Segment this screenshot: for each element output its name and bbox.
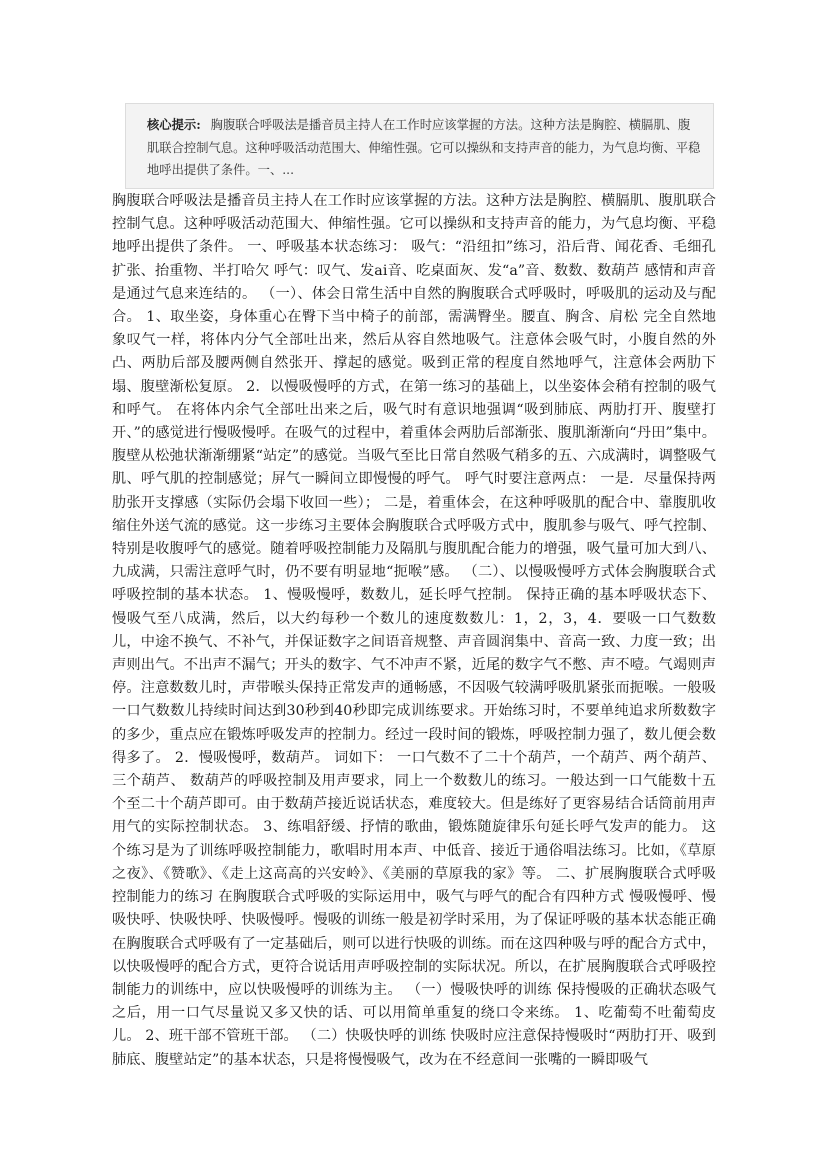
summary-text: 胸腹联合呼吸法是播音员主持人在工作时应该掌握的方法。这种方法是胸腔、横膈肌、腹肌联合控制气息。这种呼吸活动范围大、伸缩性强。它可以操纵和支持声音的能力，为气息均衡、平稳地呼出提供了条件。一、... [147,118,701,177]
article-body: 胸腹联合呼吸法是播音员主持人在工作时应该掌握的方法。这种方法是胸腔、横膈肌、腹肌联合控制气息。这种呼吸活动范围大、伸缩性强。它可以操纵和支持声音的能力，为气息均衡、平稳地呼出提供了条件。 一、呼吸基本状态练习： 吸气：“沿纽扣”练习，沿后背、闻花香、毛细孔扩张、抬重物、半打哈欠 呼气：叹气、发ai音、吃桌面灰、发“a”音、数数、数葫芦 感情和声音是通过气息来连结的。 （一）、体会日常生活中自然的胸腹联合式呼吸时，呼吸肌的运动及与配合。 1、取坐姿，身体重心在臀下当中椅子的前部，需满臀坐。腰直、胸含、肩松 完全自然地象叹气一样，将体内分气全部吐出来，然后从容自然地吸气。注意体会吸气时，小腹自然的外凸、两肋后部及腰两侧自然张开、撑起的感觉。吸到正常的程度自然地呼气，注意体会两肋下塌、腹壁渐松复原。 2．以慢吸慢呼的方式，在第一练习的基础上，以坐姿体会稍有控制的吸气和呼气。 在将体内余气全部吐出来之后，吸气时有意识地强调“吸到肺底、两肋打开、腹壁打开、”的感觉进行慢吸慢呼。在吸气的过程中，着重体会两肋后部渐张、腹肌渐渐向“丹田”集中。腹壁从松弛状渐渐绷紧“站定”的感觉。当吸气至比日常自然吸气稍多的五、六成满时，调整吸气肌、呼气肌的控制感觉；屏气一瞬间立即慢慢的呼气。 呼气时要注意两点： 一是．尽量保持两肋张开支撑感（实际仍会塌下收回一些）； 二是，着重体会，在这种呼吸肌的配合中、靠腹肌收缩住外送气流的感觉。这一步练习主要体会胸腹联合式呼吸方式中，腹肌参与吸气、呼气控制、特别是收腹呼气的感觉。随着呼吸控制能力及隔肌与腹肌配合能力的增强，吸气量可加大到八、九成满，只需注意呼气时，仍不要有明显地“扼喉”感。 （二）、以慢吸慢呼方式体会胸腹联合式呼吸控制的基本状态。 1、慢吸慢呼，数数儿，延长呼气控制。 保持正确的基本呼吸状态下、慢吸气至八成满，然后，以大约每秒一个数儿的速度数数儿：1，2，3，4．要吸一口气数数儿，中途不换气、不补气，并保证数字之间语音规整、声音圆润集中、音高一致、力度一致；出声则出气。不出声不漏气；开头的数字、气不冲声不紧，近尾的数字气不憋、声不噎。气竭则声停。注意数数儿时，声带喉头保持正常发声的通畅感，不因吸气较满呼吸肌紧张而扼喉。一般吸一口气数数儿持续时间达到30秒到40秒即完成训练要求。开始练习时，不要单纯追求所数数字的多少，重点应在锻炼呼吸发声的控制力。经过一段时间的锻炼，呼吸控制力强了，数儿便会数得多了。 2．慢吸慢呼，数葫芦。 词如下： 一口气数不了二十个葫芦，一个葫芦、两个葫芦、三个葫芦、 数葫芦的呼吸控制及用声要求，同上一个数数儿的练习。一般达到一口气能数十五个至二十个葫芦即可。由于数葫芦接近说话状态，难度较大。但是练好了更容易结合话筒前用声用气的实际控制状态。 3、练唱舒缓、抒情的歌曲，锻炼随旋律乐句延长呼气发声的能力。 这个练习是为了训练呼吸控制能力，歌唱时用本声、中低音、接近于通俗唱法练习。比如，《草原之夜》、《赞歌》、《走上这高高的兴安岭》、《美丽的草原我的家》等。 二、扩展胸腹联合式呼吸控制能力的练习 在胸腹联合式呼吸的实际运用中，吸气与呼气的配合有四种方式 慢吸慢呼、慢吸快呼、快吸快呼、快吸慢呼。慢吸的训练一般是初学时采用，为了保证呼吸的基本状态能正确 在胸腹联合式呼吸有了一定基础后，则可以进行快吸的训练。而在这四种吸与呼的配合方式中，以快吸慢呼的配合方式，更符合说话用声呼吸控制的实际状况。所以，在扩展胸腹联合式呼吸控制能力的训练中，应以快吸慢呼的训练为主。 （一）慢吸快呼的训练 保持慢吸的正确状态吸气之后，用一口气尽量说又多又快的话、可以用简单重复的绕口令来练。 1、吃葡萄不吐葡萄皮儿。 2、班干部不管班干部。 （二）快吸快呼的训练 快吸时应注意保持慢吸时“两肋打开、吸到肺底、腹壁站定”的基本状态，只是将慢慢吸气，改为在不经意间一张嘴的一瞬即吸气 [112,193,716,1068]
summary-label: 核心提示: [147,117,201,132]
summary-box [125,103,714,189]
